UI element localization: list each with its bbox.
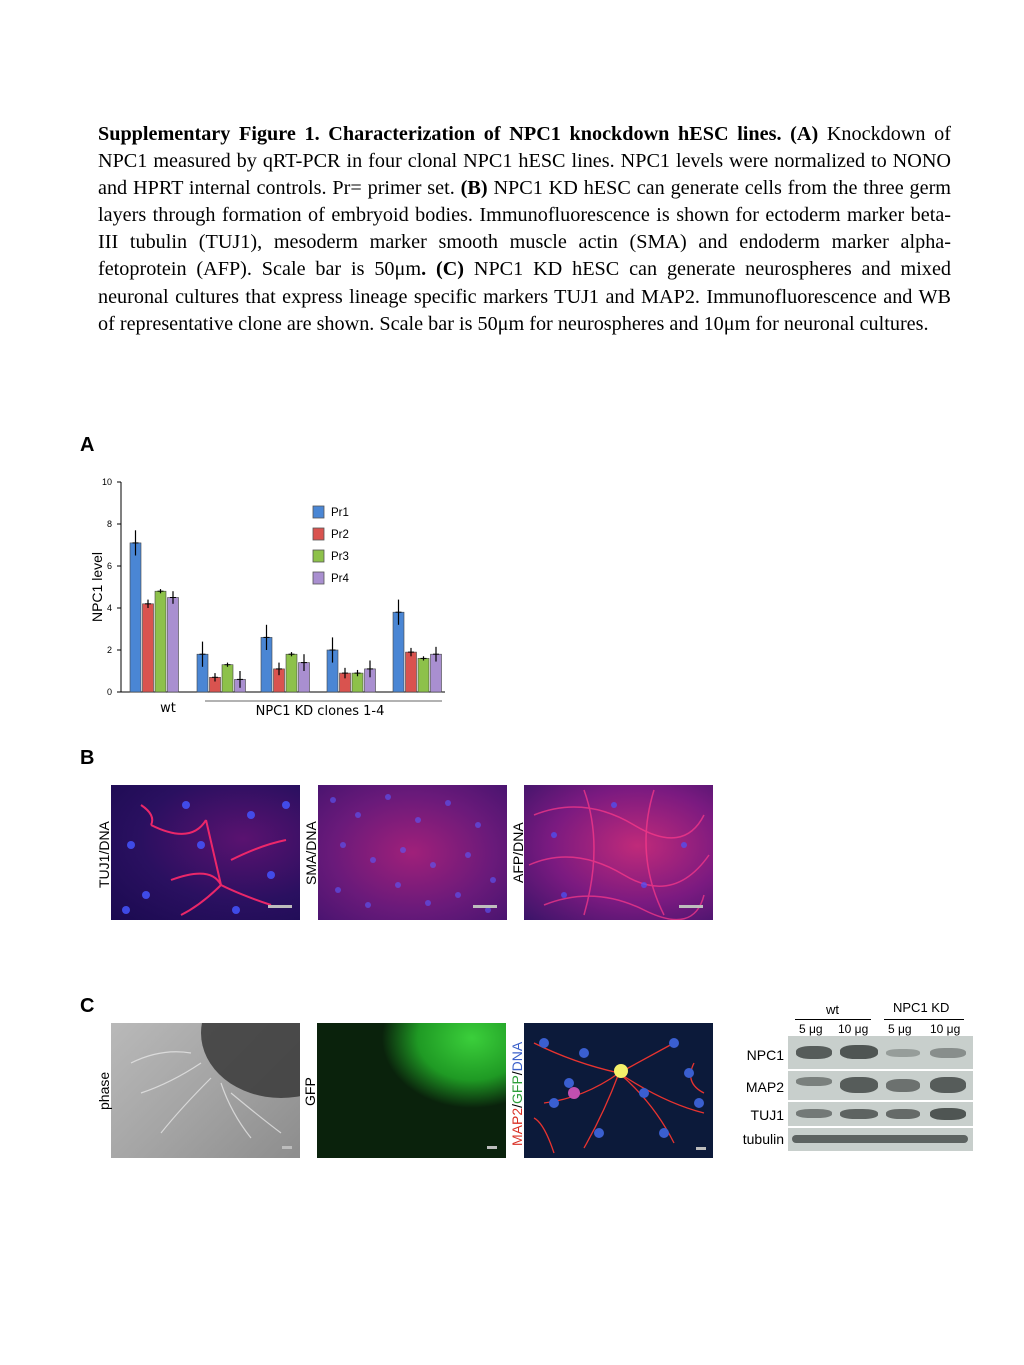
caption-a-marker: (A) <box>790 123 819 145</box>
bar-pr3-kd1 <box>222 665 233 692</box>
blot-row-label-npc1: NPC1 <box>746 1047 784 1063</box>
bar-pr3-kd4 <box>418 658 429 692</box>
tuj1-dna-micrograph <box>111 785 300 920</box>
blot-row-label-tubulin: tubulin <box>742 1131 784 1147</box>
blot-dose-3: 5 μg <box>888 1022 912 1036</box>
label-phase: phase <box>96 1071 112 1110</box>
legend-label-pr2: Pr2 <box>331 529 349 541</box>
scale-bar <box>282 1146 292 1149</box>
y-tick-label: 6 <box>106 561 112 571</box>
bar-pr2-wt <box>143 604 154 692</box>
caption-b-period: . <box>421 258 427 281</box>
bar-pr4-wt <box>168 598 179 693</box>
label-dna: DNA <box>509 1041 525 1072</box>
label-tuj1-dna: TUJ1/DNA <box>96 821 112 888</box>
blot-dose-1: 5 μg <box>799 1022 823 1036</box>
caption-a-text: Knockdown of NPC1 measured by qRT-PCR in four clonal NPC1 hESC lines. NPC1 levels were normalized to NONO and HPRT internal controls. Pr= primer set. <box>98 123 951 200</box>
blot-row-label-tuj1: TUJ1 <box>750 1107 784 1123</box>
y-tick-label: 0 <box>106 687 112 697</box>
legend-swatch-pr1 <box>313 506 324 518</box>
y-tick-label: 8 <box>106 519 112 529</box>
label-map2-gfp-dna <box>509 1042 525 1146</box>
blot-dose-4: 10 μg <box>930 1022 961 1036</box>
bar-pr1-wt <box>130 543 141 692</box>
y-axis-label: NPC1 level <box>89 551 105 623</box>
y-tick-label: 4 <box>106 603 112 613</box>
scale-bar <box>487 1146 497 1149</box>
map2-gfp-dna-micrograph <box>524 1023 713 1158</box>
label-gfp-2: GFP <box>509 1075 525 1104</box>
scale-bar <box>696 1147 706 1150</box>
blot-group-kd-line <box>884 1019 964 1020</box>
panel-letter-c: C <box>80 995 95 1017</box>
label-slash-2: / <box>509 1071 525 1076</box>
legend-swatch-pr4 <box>313 572 324 584</box>
x-label-wt: wt <box>160 701 176 716</box>
caption-b-marker: (B) <box>460 177 488 200</box>
blot-strip-npc1 <box>788 1036 973 1069</box>
afp-dna-micrograph <box>524 785 713 920</box>
figure-caption <box>98 121 951 338</box>
scale-bar <box>679 905 703 908</box>
sma-dna-micrograph <box>318 785 507 920</box>
bar-pr2-kd4 <box>406 652 417 692</box>
caption-b-text: NPC1 KD hESC can generate cells from the three germ layers through formation of embryoid bodies. Immunofluorescence is shown for ectoderm marker beta-III tubulin (TUJ1), mesoderm marker smooth muscle actin (SMA) and endoderm marker alpha-fetoprotein (AFP). Scale bar is 50μm <box>98 177 952 281</box>
label-slash-1: / <box>509 1103 525 1108</box>
label-afp-dna: AFP/DNA <box>510 822 526 883</box>
y-tick-label: 2 <box>106 645 112 655</box>
blot-row-label-map2: MAP2 <box>745 1079 784 1095</box>
scale-bar <box>268 905 292 908</box>
blot-group-wt-line <box>795 1019 871 1020</box>
blot-strip-map2 <box>788 1071 973 1100</box>
caption-title: Supplementary Figure 1. Characterization of NPC1 knockdown hESC lines. <box>98 123 782 145</box>
bar-pr3-wt <box>155 591 166 692</box>
legend-label-pr4: Pr4 <box>331 573 349 585</box>
panel-letter-a: A <box>80 434 95 456</box>
legend-swatch-pr2 <box>313 528 324 540</box>
caption-c-text: NPC1 KD hESC can generate neurospheres and mixed neuronal cultures that express lineage specific markers TUJ1 and MAP2. Immunofluorescence and WB of representative clone are shown. Scale bar is 50μm for neurospheres and 10μm for neuronal cultures. <box>98 258 951 335</box>
blot-dose-2: 10 μg <box>838 1022 869 1036</box>
phase-micrograph <box>111 1023 300 1158</box>
blot-strip-tubulin <box>788 1128 973 1151</box>
label-map2: MAP2 <box>509 1107 525 1146</box>
label-sma-dna: SMA/DNA <box>303 821 319 885</box>
blot-strip-tuj1 <box>788 1102 973 1126</box>
legend-label-pr3: Pr3 <box>331 551 349 563</box>
gfp-micrograph <box>317 1023 506 1158</box>
npc1-bar-chart <box>80 470 460 725</box>
legend-swatch-pr3 <box>313 550 324 562</box>
scale-bar <box>473 905 497 908</box>
panel-letter-b: B <box>80 747 95 769</box>
bar-pr3-kd2 <box>286 654 297 692</box>
blot-group-wt: wt <box>826 1002 839 1017</box>
blot-group-kd: NPC1 KD <box>893 1000 950 1015</box>
legend-label-pr1: Pr1 <box>331 507 349 519</box>
x-label-kd-group: NPC1 KD clones 1-4 <box>255 704 385 719</box>
y-tick-label: 10 <box>101 477 112 487</box>
caption-c-marker: (C) <box>435 258 464 281</box>
label-gfp: GFP <box>302 1077 318 1106</box>
